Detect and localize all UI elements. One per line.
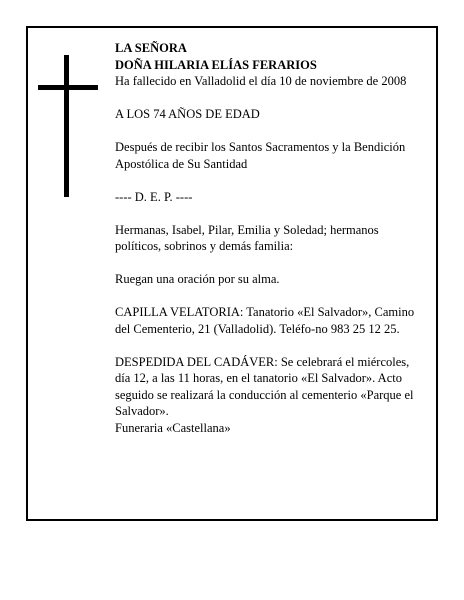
- rip-line: ---- D. E. P. ----: [115, 189, 193, 204]
- prayer-request: Ruegan una oración por su alma.: [115, 272, 280, 286]
- funeral-farewell: DESPEDIDA DEL CADÁVER: Se celebrará el miércoles, día 12, a las 11 horas, en el tanatorio «El Salvador». Acto seguido se realizará la conducción al cementerio «Parque el Salvador».: [115, 354, 414, 418]
- deceased-name: DOÑA HILARIA ELÍAS FERARIOS: [115, 57, 317, 72]
- cross-vertical-bar: [64, 55, 69, 197]
- cross-horizontal-bar: [38, 85, 98, 90]
- chapel-info: CAPILLA VELATORIA: Tanatorio «El Salvador», Camino del Cementerio, 21 (Valladolid). Teléfo-no 983 25 12 25.: [115, 305, 415, 336]
- honorific: LA SEÑORA: [115, 41, 187, 55]
- obituary-text: [115, 40, 415, 436]
- latin-cross-icon: [38, 55, 98, 197]
- family-line: Hermanas, Isabel, Pilar, Emilia y Soledad; hermanos políticos, sobrinos y demás familia:: [115, 222, 379, 253]
- death-statement: Ha fallecido en Valladolid el día 10 de noviembre de 2008: [115, 74, 407, 88]
- funeral-home: Funeraria «Castellana»: [115, 420, 231, 435]
- sacraments-statement: Después de recibir los Santos Sacramentos y la Bendición Apostólica de Su Santidad: [115, 140, 406, 171]
- age-statement: A LOS 74 AÑOS DE EDAD: [115, 107, 260, 121]
